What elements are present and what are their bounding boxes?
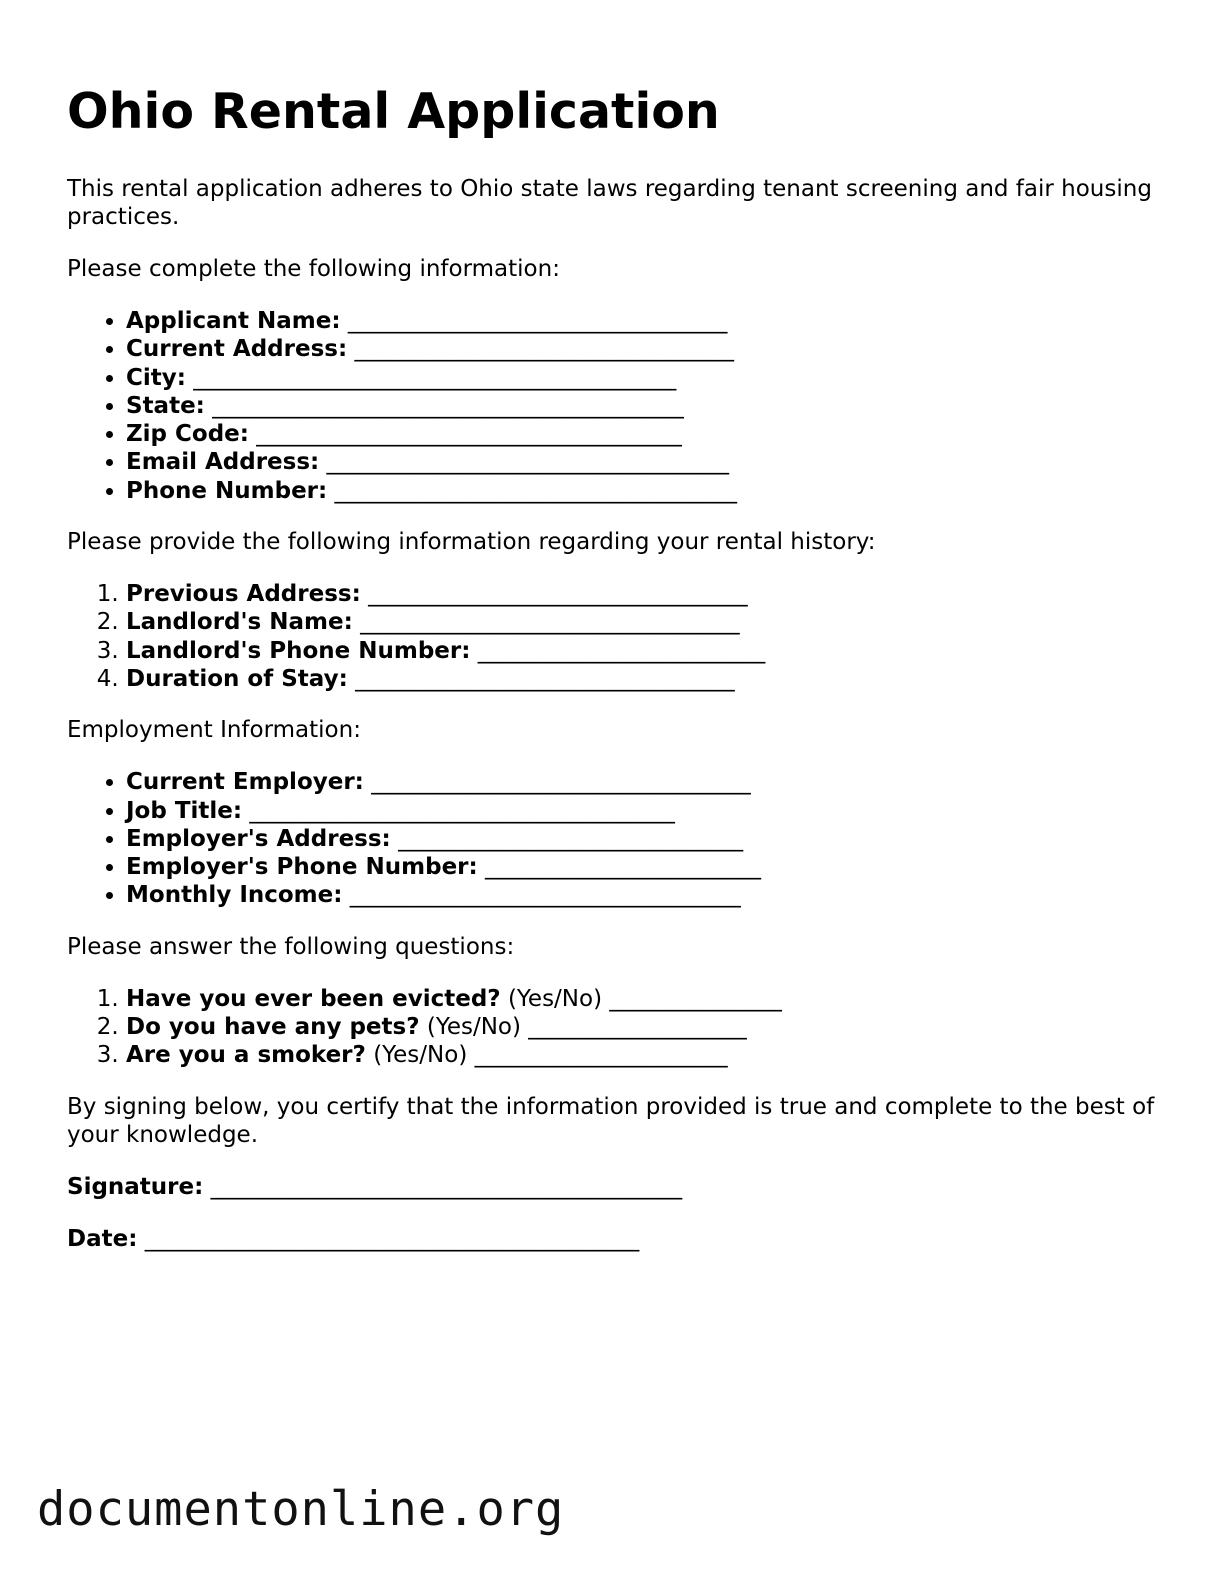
field-phone-number: • Phone Number: ___________________________________ <box>126 477 1167 505</box>
blank-line[interactable]: __________________________________ <box>349 882 741 909</box>
blank-line[interactable]: _____________________________________ <box>249 797 675 824</box>
blank-line[interactable]: _________________________________ <box>360 609 740 636</box>
field-duration-of-stay: 4. Duration of Stay: _________________________________ <box>126 665 1167 693</box>
personal-heading: Please complete the following information: <box>67 256 560 282</box>
rental-heading: Please provide the following information regarding your rental history: <box>67 529 876 556</box>
blank-line[interactable]: __________________________________________ <box>193 364 677 391</box>
question-smoker: 3. Are you a smoker? (Yes/No) ______________________ <box>126 1041 1167 1069</box>
field-employer-address: • Employer's Address: ______________________________ <box>126 825 1167 853</box>
field-employer-phone: • Employer's Phone Number: ________________________ <box>126 853 1167 881</box>
employment-fields-list <box>67 768 1167 909</box>
field-zip-code: • Zip Code: _____________________________________ <box>126 420 1167 448</box>
field-applicant-name: • Applicant Name: _________________________________ <box>126 307 1167 335</box>
field-state: • State: _________________________________________ <box>126 392 1167 420</box>
blank-line[interactable]: ___________________________________ <box>326 449 730 476</box>
watermark-text: documentonline.org <box>37 1482 565 1537</box>
question-evicted: 1. Have you ever been evicted? (Yes/No) _______________ <box>126 985 1167 1013</box>
blank-line[interactable]: ______________________________ <box>398 825 744 852</box>
signature-blank[interactable]: _________________________________________ <box>210 1173 683 1200</box>
questions-heading: Please answer the following questions: <box>67 933 515 960</box>
blank-line[interactable]: ___________________________________ <box>334 477 738 504</box>
blank-line[interactable]: ______________________ <box>474 1042 728 1069</box>
field-current-employer: • Current Employer: _________________________________ <box>126 768 1167 796</box>
blank-line[interactable]: _________________________________ <box>354 336 734 363</box>
rental-fields-list <box>67 580 1167 693</box>
employment-heading: Employment Information: <box>67 717 361 744</box>
blank-line[interactable]: _________________________________ <box>368 581 748 608</box>
field-email-address: • Email Address: ___________________________________ <box>126 448 1167 476</box>
blank-line[interactable]: _________________________________________ <box>212 392 684 419</box>
blank-line[interactable]: _______________ <box>609 985 782 1012</box>
blank-line[interactable]: _________________________________ <box>355 665 735 692</box>
date-blank[interactable]: ___________________________________________ <box>144 1225 640 1252</box>
blank-line[interactable]: _________________________________ <box>347 308 728 334</box>
blank-line[interactable]: _________________________________ <box>371 769 751 796</box>
field-previous-address: 1. Previous Address: _________________________________ <box>126 580 1167 608</box>
intro-paragraph: This rental application adheres to Ohio state laws regarding tenant screening and fair housing practices. <box>67 176 1152 230</box>
blank-line[interactable]: ________________________ <box>485 854 762 881</box>
field-monthly-income: • Monthly Income: __________________________________ <box>126 881 1167 909</box>
questions-list <box>67 985 1167 1070</box>
personal-fields-list <box>67 307 1167 505</box>
field-current-address: • Current Address: _________________________________ <box>126 335 1167 363</box>
field-landlord-name: 2. Landlord's Name: _________________________________ <box>126 608 1167 636</box>
document-page <box>67 82 1167 1253</box>
blank-line[interactable]: ___________________ <box>528 1014 747 1041</box>
blank-line[interactable]: _____________________________________ <box>256 421 682 448</box>
field-city: • City: __________________________________________ <box>126 364 1167 392</box>
signature-line: Signature: _________________________________________ <box>67 1173 683 1200</box>
date-line: Date: ___________________________________________ <box>67 1225 640 1252</box>
field-landlord-phone: 3. Landlord's Phone Number: _________________________ <box>126 637 1167 665</box>
page-title: Ohio Rental Application <box>67 83 720 140</box>
certification-paragraph: By signing below, you certify that the information provided is true and complete to the best of your knowledge. <box>67 1093 1155 1148</box>
question-pets: 2. Do you have any pets? (Yes/No) ___________________ <box>126 1013 1167 1041</box>
blank-line[interactable]: _________________________ <box>477 637 766 664</box>
field-job-title: • Job Title: _____________________________________ <box>126 797 1167 825</box>
